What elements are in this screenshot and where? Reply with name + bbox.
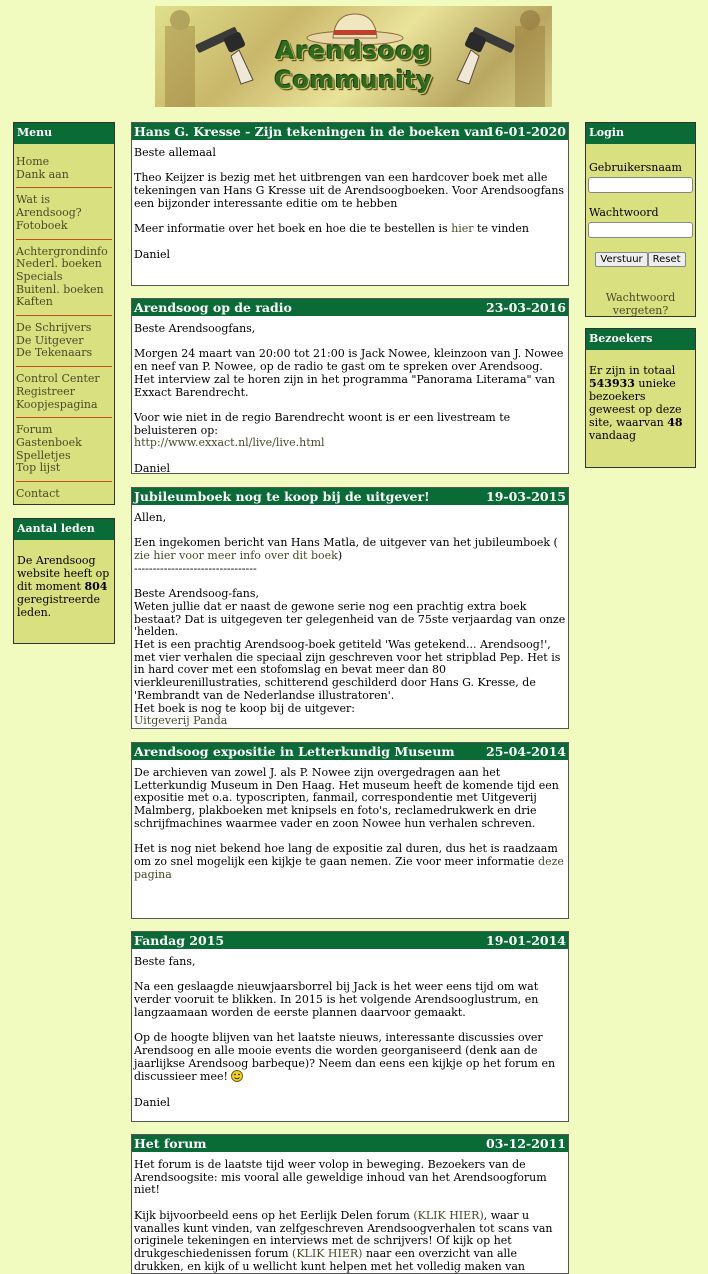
news-line: Het is een prachtig Arendsoog-boek getiteld 'Was getekend... Arendsoog!', met vier verhalen die speciaal zijn geschreven voor het stripblad Pep. Het is in hard cover met een stofomslag en bevat meer dan 80 vierkleurenillustraties, schitterend geschilderd door Hans G. Kresse, de 'Rembrandt van de Nederlandse illustratoren'. — [134, 638, 561, 702]
news-paragraph — [134, 843, 566, 881]
menu-item-contact[interactable]: Contact — [16, 487, 60, 501]
news-paragraph — [134, 412, 566, 450]
news-date: 19-03-2015 — [486, 489, 566, 504]
news-text: Een ingekomen bericht van Hans Matla, de uitgever van het jubileumboek ( — [134, 536, 558, 550]
username-label: Gebruikersnaam — [589, 161, 682, 174]
news-title: Hans G. Kresse - Zijn tekeningen in de boeken van — [134, 124, 489, 139]
news-body — [132, 949, 568, 1109]
menu-item-registreer[interactable]: Registreer — [16, 384, 75, 398]
reset-button[interactable]: Reset — [648, 252, 686, 267]
news-link[interactable]: zie hier voor meer info over dit boek — [134, 549, 338, 563]
news-paragraph: Beste allemaal — [134, 146, 216, 159]
menu-item-home[interactable]: Home — [16, 155, 50, 168]
news-paragraph: Allen, — [134, 511, 167, 524]
news-text: naar een overzicht van alle drukken, en kijk of u wellicht kunt helpen met het volledig maken van — [134, 1246, 526, 1273]
news-date: 03-12-2011 — [486, 1136, 566, 1151]
news-date: 16-01-2020 — [486, 124, 566, 139]
menu-item-de-tekenaars[interactable]: De Tekenaars — [16, 346, 93, 360]
news-signature: Daniel — [134, 1095, 171, 1109]
news-item — [131, 298, 569, 474]
news-header — [132, 488, 568, 505]
news-link[interactable]: (KLIK HIER) — [413, 1208, 484, 1222]
news-paragraph: Theo Keijzer is bezig met het uitbrengen van een hardcover boek met alle tekeningen van Hans G Kresse uit de Arendsoogboeken. Voor Arendsoogfans een bijzonder interessante editie om te hebben — [134, 171, 565, 210]
banner-title-line1: Arendsoog — [275, 36, 432, 65]
news-paragraph — [134, 537, 566, 562]
visitors-total: 543933 — [589, 377, 635, 390]
news-paragraph — [134, 1210, 566, 1274]
news-header — [132, 743, 568, 760]
site-banner[interactable] — [155, 6, 552, 107]
menu-item-spelletjes[interactable]: Spelletjes — [16, 448, 71, 462]
username-input[interactable] — [588, 177, 693, 193]
news-text: te vinden — [473, 222, 529, 236]
members-text — [14, 540, 114, 619]
menu-divider — [16, 239, 112, 240]
menu-item-koopjespagina[interactable]: Koopjespagina — [16, 397, 98, 411]
login-title: Login — [586, 123, 695, 144]
visitors-today: 48 — [667, 416, 683, 429]
menu-item-de-schrijvers[interactable]: De Schrijvers — [16, 321, 92, 335]
news-link[interactable]: (KLIK HIER) — [292, 1246, 363, 1260]
news-title: Het forum — [134, 1136, 207, 1151]
news-item — [131, 931, 569, 1122]
smiley-icon — [231, 1070, 243, 1082]
forgot-password-link[interactable]: Wachtwoord vergeten? — [605, 291, 676, 317]
news-title: Jubileumboek nog te koop bij de uitgever! — [134, 489, 430, 504]
news-link[interactable]: hier — [451, 222, 474, 236]
news-date: 25-04-2014 — [486, 744, 566, 759]
menu-item-specials[interactable]: Specials — [16, 269, 63, 283]
visitors-text — [586, 350, 695, 442]
news-text: Voor wie niet in de regio Barendrecht woont is er een livestream te beluisteren op: — [134, 410, 511, 437]
news-line: Het boek is nog te koop bij de uitgever: — [134, 701, 355, 715]
news-link[interactable]: Uitgeverij Panda — [134, 714, 228, 728]
news-text: ) — [337, 549, 343, 563]
news-title: Arendsoog op de radio — [134, 300, 292, 315]
news-title: Fandag 2015 — [134, 933, 225, 948]
menu-item-forum[interactable]: Forum — [16, 423, 53, 437]
news-item — [131, 1134, 569, 1274]
menu-item-fotoboek[interactable]: Fotoboek — [16, 218, 68, 232]
menu-divider — [16, 366, 112, 367]
news-date: 19-01-2014 — [486, 933, 566, 948]
news-paragraph: Het forum is de laatste tijd weer volop in beweging. Bezoekers van de Arendsoogsite: mis vooral alle geweldige inhoud van het Arendsoogforum niet! — [134, 1158, 547, 1197]
menu-divider — [16, 481, 112, 482]
members-count: 804 — [84, 580, 108, 593]
news-item — [131, 122, 569, 286]
news-signature: Daniel — [134, 247, 171, 261]
menu-item-kaften[interactable]: Kaften — [16, 295, 53, 309]
news-title: Arendsoog expositie in Letterkundig Museum — [134, 744, 455, 759]
menu-item-de-uitgever[interactable]: De Uitgever — [16, 333, 84, 347]
menu-divider — [16, 315, 112, 316]
news-body — [132, 140, 568, 261]
visitors-title: Bezoekers — [586, 329, 695, 350]
news-divider-text: --------------------------------- — [134, 561, 257, 575]
news-paragraph: Morgen 24 maart van 20:00 tot 21:00 is Jack Nowee, kleinzoon van J. Nowee en neef van P. Nowee, op de radio te gast om te spreken over Arendsoog. Het interview zal te horen zijn in het programma "Panorama Literama" van Exxact Barendrecht. — [134, 347, 564, 399]
visitors-text-2: unieke bezoekers geweest op deze site, waarvan — [589, 377, 682, 429]
news-body — [132, 760, 568, 881]
news-text: Op de hoogte blijven van het laatste nieuws, interessante discussies over Arendsoog en alle mooie events die worden georganiseerd (denk aan de jaarlijkse Arendsoog barbeque)? Neem dan eens een kijkje op het forum en discussieer mee! — [134, 1031, 556, 1084]
news-header — [132, 932, 568, 949]
login-box — [585, 122, 696, 317]
members-text-before: De Arendsoog website heeft op dit moment — [17, 554, 110, 593]
news-signature: Daniel — [134, 461, 171, 475]
news-date: 23-03-2016 — [486, 300, 566, 315]
login-buttons — [586, 252, 695, 267]
news-paragraph: De archieven van zowel J. als P. Nowee zijn overgedragen aan het Letterkundig Museum in Den Haag. Het museum heeft de komende tijd een expositie met o.a. typoscripten, fanmail, correspondentie met Uitgeverij Malmberg, plakboeken met knipsels en foto's, reclamedrukwerk en drie schrijfmachines waarmee vader en zoon Nowee hun verhalen schreven. — [134, 766, 559, 830]
news-header — [132, 1135, 568, 1152]
news-item — [131, 487, 569, 729]
news-letter — [134, 588, 566, 728]
news-line: Beste Arendsoog-fans, — [134, 587, 260, 601]
news-paragraph: Beste fans, — [134, 955, 196, 968]
news-body — [132, 1152, 568, 1273]
members-title: Aantal leden — [14, 519, 114, 540]
menu-divider — [16, 187, 112, 188]
members-box — [13, 518, 115, 644]
visitors-text-3: vandaag — [589, 429, 637, 442]
menu-item-buitenl-boeken[interactable]: Buitenl. boeken — [16, 282, 104, 296]
menu-item-gastenboek[interactable]: Gastenboek — [16, 435, 82, 449]
menu-title: Menu — [14, 123, 114, 144]
menu-item-achtergrondinfo[interactable]: Achtergrondinfo — [16, 244, 108, 258]
news-link[interactable]: http://www.exxact.nl/live/live.html — [134, 436, 325, 450]
visitors-box — [585, 328, 696, 468]
visitors-text-1: Er zijn in totaal — [589, 364, 676, 377]
menu-item-top-lijst[interactable]: Top lijst — [16, 461, 61, 475]
menu-box — [13, 122, 115, 505]
password-input[interactable] — [588, 222, 693, 238]
banner-title-line2: Community — [274, 66, 433, 94]
news-item — [131, 742, 569, 919]
password-label: Wachtwoord — [589, 206, 659, 219]
menu-item-control-center[interactable]: Control Center — [16, 372, 100, 386]
news-paragraph: Na een geslaagde nieuwjaarsborrel bij Jack is het weer eens tijd om wat verder vooruit te blikken. In 2015 is het volgende Arendsooglustrum, en langzaamaan worden de eerste plannen daarvoor gemaakt. — [134, 980, 539, 1019]
menu-list — [14, 144, 114, 501]
menu-item-wat-is-arendsoog[interactable]: Wat is Arendsoog? — [16, 193, 82, 220]
news-text: Kijk bijvoorbeeld eens op het Eerlijk Delen forum — [134, 1208, 414, 1222]
menu-item-dank-aan[interactable]: Dank aan — [16, 167, 69, 181]
news-body — [132, 316, 568, 475]
news-paragraph — [134, 223, 566, 236]
news-text: Het is nog niet bekend hoe lang de expositie zal duren, dus het is raadzaam om zo snel mogelijk een kijkje te gaan nemen. Zie voor meer informatie — [134, 842, 558, 868]
news-header — [132, 123, 568, 140]
news-body — [132, 505, 568, 728]
news-paragraph — [134, 1032, 566, 1084]
menu-item-nederl-boeken[interactable]: Nederl. boeken — [16, 257, 102, 271]
news-header — [132, 299, 568, 316]
submit-button[interactable]: Verstuur — [595, 252, 647, 267]
news-line: Weten jullie dat er naast de gewone serie nog een prachtig extra boek bestaat? Dat is uitgegeven ter gelegenheid van de 75ste verjaardag van onze 'helden. — [134, 599, 566, 639]
menu-divider — [16, 417, 112, 418]
news-text: Meer informatie over het boek en hoe die te bestellen is — [134, 222, 452, 236]
news-text: , waar u vanalles kunt vinden, van zelfgeschreven Arendsoogverhalen tot scans van originele tekeningen en interviews met de schrijvers! Of kijk op het drukgeschiedenissen forum — [134, 1208, 553, 1260]
news-link[interactable]: deze pagina — [134, 854, 564, 881]
members-text-after: geregistreerde leden. — [17, 593, 101, 619]
news-paragraph: Beste Arendsoogfans, — [134, 322, 256, 335]
